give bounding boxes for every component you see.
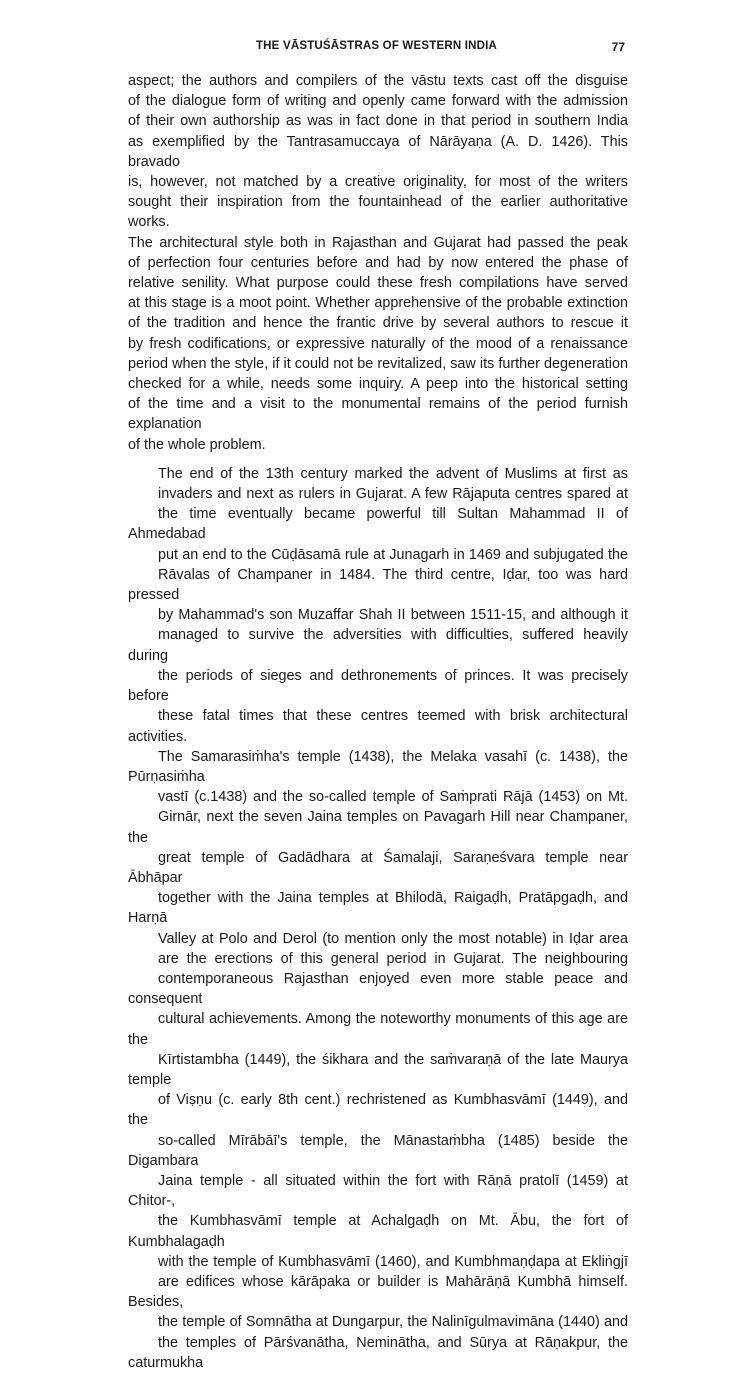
- text-line: are the erections of this general period in Gujarat. The neighbouring: [158, 950, 628, 967]
- text-line: The architectural style both in Rajasthan and Gujarat had passed the peak: [128, 234, 628, 251]
- text-line: aspect; the authors and compilers of the vāstu texts cast off the disguise: [128, 73, 628, 89]
- text-line: period when the style, if it could not be revitalized, saw its further degeneration: [128, 355, 628, 372]
- text-line: these fatal times that these centres teemed with brisk architectural activities.: [128, 708, 628, 745]
- text-line: as exemplified by the Tantrasamuccaya of Nārāyaṇa (A. D. 1426). This bravado: [128, 133, 628, 170]
- text-line: vastī (c.1438) and the so-called temple of Saṁprati Rājā (1453) on Mt.: [158, 789, 628, 806]
- page-header: [128, 40, 625, 60]
- text-line: of their own authorship as was in fact done in that period in southern India: [128, 113, 628, 130]
- text-line: the temples of Pārśvanātha, Neminātha, and Sūrya at Rāṇakpur, the caturmukha: [128, 1334, 628, 1371]
- text-line: sought their inspiration from the fountainhead of the earlier authoritative works.: [128, 194, 628, 231]
- text-line: with the temple of Kumbhasvāmī (1460), and Kumbhmaṇḍapa at Ekliṅgjī: [158, 1253, 628, 1270]
- text-line: Kīrtistambha (1449), the śikhara and the saṁvaraṇā of the late Maurya temple: [128, 1051, 628, 1088]
- text-line: Jaina temple - all situated within the fort with Rāṇā pratolī (1459) at Chitor-,: [128, 1172, 628, 1210]
- text-line: Girnār, next the seven Jaina temples on Pavagarh Hill near Champaner, the: [128, 809, 628, 846]
- text-line: so-called Mīrābāī's temple, the Mānastaṁbha (1485) beside the Digambara: [128, 1132, 628, 1169]
- text-line: of the dialogue form of writing and openly came forward with the admission: [128, 93, 628, 110]
- text-line: Valley at Polo and Derol (to mention only the most notable) in Iḍar area: [158, 930, 628, 947]
- running-title: THE VĀSTUŚĀSTRAS OF WESTERN INDIA: [255, 40, 498, 52]
- text-line: of perfection four centuries before and had by now entered the phase of: [128, 254, 628, 271]
- paragraph-1: [128, 71, 628, 455]
- text-line: by Mahammad's son Muzaffar Shah II between 1511-15, and although it: [158, 607, 628, 624]
- text-line: managed to survive the adversities with difficulties, suffered heavily during: [128, 627, 628, 664]
- text-line: Rāvalas of Champaner in 1484. The third centre, Iḍar, too was hard pressed: [128, 566, 628, 604]
- text-line: are edifices whose kārāpaka or builder is Mahārāṇā Kumbhā himself. Besides,: [128, 1273, 628, 1311]
- page-number: 77: [611, 40, 625, 54]
- body-text: [128, 71, 628, 1382]
- text-line: The Samarasiṁha's temple (1438), the Melaka vasahī (c. 1438), the Pūrṇasiṁha: [128, 748, 628, 785]
- text-line: of the whole problem.: [128, 436, 266, 453]
- paragraph-2: [128, 464, 628, 1373]
- text-line: of the tradition and hence the frantic drive by several authors to rescue it: [128, 315, 628, 332]
- text-line: contemporaneous Rajasthan enjoyed even more stable peace and consequent: [128, 970, 628, 1008]
- text-line: of the time and a visit to the monumental remains of the period furnish explanation: [128, 396, 628, 433]
- text-line: together with the Jaina temples at Bhilodā, Raigaḍh, Pratāpgaḍh, and Harṇā: [128, 890, 628, 927]
- text-line: the time eventually became powerful till Sultan Mahammad II of Ahmedabad: [128, 506, 628, 543]
- text-line: The end of the 13th century marked the advent of Muslims at first as: [158, 465, 628, 482]
- text-line: is, however, not matched by a creative originality, for most of the writers: [128, 174, 628, 191]
- text-line: the periods of sieges and dethronements of princes. It was precisely before: [128, 667, 628, 705]
- text-line: of Viṣṇu (c. early 8th cent.) rechristened as Kumbhasvāmī (1449), and the: [128, 1092, 628, 1129]
- text-line: put an end to the Cūḍāsamā rule at Junagarh in 1469 and subjugated the: [158, 546, 628, 563]
- text-line: the Kumbhasvāmī temple at Achalgaḍh on Mt. Ābu, the fort of Kumbhalagaḍh: [128, 1213, 628, 1250]
- text-line: relative senility. What purpose could these fresh compilations have served: [128, 275, 628, 292]
- text-line: cultural achievements. Among the noteworthy monuments of this age are the: [128, 1011, 628, 1048]
- text-line: the temple of Somnātha at Dungarpur, the Nalinīgulmavimāna (1440) and: [158, 1314, 628, 1331]
- text-line: invaders and next as rulers in Gujarat. A few Rājaputa centres spared at: [158, 486, 628, 503]
- text-line: at this stage is a moot point. Whether apprehensive of the probable extinction: [128, 295, 628, 312]
- text-line: great temple of Gadādhara at Śamalaji, Saraṇeśvara temple near Ābhāpar: [128, 849, 628, 886]
- text-line: by fresh codifications, or expressive naturally of the mood of a renaissance: [128, 335, 628, 352]
- text-line: checked for a while, needs some inquiry. A peep into the historical setting: [128, 376, 628, 393]
